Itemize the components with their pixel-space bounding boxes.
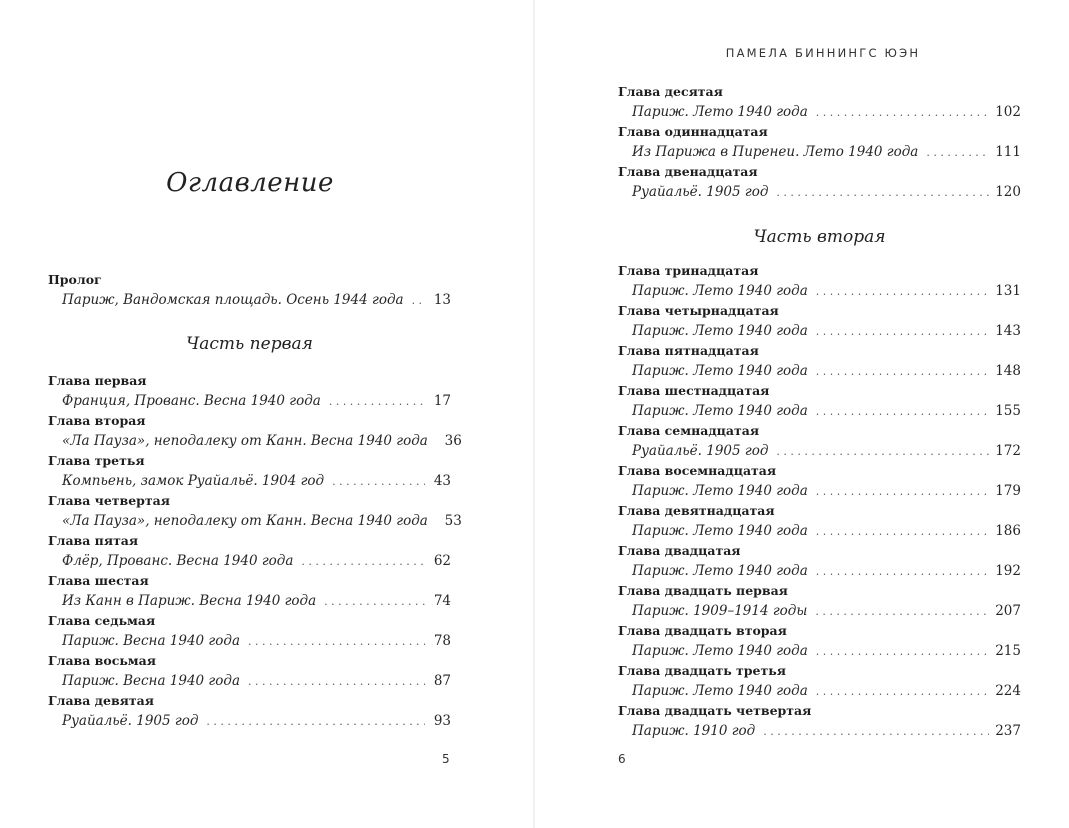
part-two-list [618,261,1021,741]
chapter-subtitle-line [48,511,462,531]
dot-leader [763,722,989,742]
toc-entry[interactable] [48,491,462,531]
page-number: 36 [444,433,462,449]
page-number: 215 [995,643,1021,659]
page-number: 43 [433,473,451,489]
chapter-title: Пролог [48,272,102,287]
chapter-title: Глава третья [48,453,145,468]
dot-leader [301,552,425,572]
part-one-continued-list [618,82,1021,202]
chapter-subtitle: Париж. Лето 1940 года [632,523,808,539]
chapter-subtitle: Париж. Лето 1940 года [632,283,808,299]
chapter-subtitle: Париж. Лето 1940 года [632,563,808,579]
chapter-subtitle: Компьень, замок Руайальё. 1904 год [62,473,325,489]
chapter-subtitle-line [48,711,451,731]
chapter-subtitle-line [618,721,1021,741]
dot-leader [329,392,425,412]
toc-entry[interactable] [618,421,1021,461]
chapter-subtitle-line [48,671,451,691]
toc-entry[interactable] [48,651,451,691]
prologue-block [48,270,451,310]
toc-entry[interactable] [618,341,1021,381]
page-number: 148 [995,363,1021,379]
page-number: 53 [444,513,462,529]
dot-leader [412,291,425,311]
chapter-subtitle-line [618,561,1021,581]
chapter-subtitle-line [48,290,451,310]
toc-entry[interactable] [618,661,1021,701]
chapter-subtitle: Франция, Прованс. Весна 1940 года [62,393,321,409]
chapter-title: Глава седьмая [48,613,156,628]
chapter-subtitle-line [618,102,1021,122]
dot-leader [324,592,425,612]
chapter-subtitle-line [618,401,1021,421]
toc-entry[interactable] [48,270,451,310]
chapter-title: Глава вторая [48,413,146,428]
page-number: 74 [433,593,451,609]
dot-leader [816,642,989,662]
page-number: 17 [433,393,451,409]
chapter-subtitle-line [48,431,462,451]
part-one-list [48,371,462,731]
chapter-subtitle: Париж. Лето 1940 года [632,403,808,419]
part-one-heading: Часть первая [186,334,313,354]
page-number: 186 [995,523,1021,539]
dot-leader [815,602,989,622]
toc-entry[interactable] [618,82,1021,122]
page-number: 131 [995,283,1021,299]
toc-entry[interactable] [618,501,1021,541]
chapter-subtitle: Париж. 1910 год [632,723,756,739]
toc-entry[interactable] [618,301,1021,341]
chapter-subtitle-line [618,182,1021,202]
chapter-subtitle-line [618,521,1021,541]
page-number: 93 [433,713,451,729]
dot-leader [816,362,989,382]
page-number: 155 [995,403,1021,419]
chapter-subtitle-line [618,281,1021,301]
chapter-subtitle-line [618,321,1021,341]
page-number: 143 [995,323,1021,339]
chapter-title: Глава двадцать четвертая [618,703,812,718]
page-number: 120 [995,184,1021,200]
dot-leader [816,282,989,302]
page-number: 237 [995,723,1021,739]
chapter-subtitle-line [48,391,451,411]
toc-entry[interactable] [618,381,1021,421]
chapter-subtitle-line [48,551,451,571]
dot-leader [248,672,425,692]
chapter-title: Глава восемнадцатая [618,463,777,478]
part-two-heading: Часть вторая [753,227,886,247]
dot-leader [816,402,989,422]
chapter-title: Глава двадцать первая [618,583,788,598]
toc-entry[interactable] [618,701,1021,741]
chapter-title: Глава семнадцатая [618,423,760,438]
chapter-subtitle: Париж. Весна 1940 года [62,633,240,649]
chapter-title: Глава двенадцатая [618,164,758,179]
toc-entry[interactable] [48,571,451,611]
toc-entry[interactable] [618,621,1021,661]
right-page [535,0,1069,828]
chapter-title: Глава шестая [48,573,149,588]
page-number: 224 [995,683,1021,699]
page-number: 13 [433,292,451,308]
chapter-title: Глава четвертая [48,493,170,508]
chapter-title: Глава пятнадцатая [618,343,759,358]
toc-entry[interactable] [48,371,451,411]
chapter-subtitle: Руайальё. 1905 год [632,443,769,459]
dot-leader [816,562,989,582]
page-number: 62 [433,553,451,569]
page-number: 207 [995,603,1021,619]
chapter-subtitle: Руайальё. 1905 год [632,184,769,200]
page-number: 192 [995,563,1021,579]
chapter-title: Глава двадцать третья [618,663,786,678]
page-number: 87 [433,673,451,689]
chapter-subtitle-line [618,142,1021,162]
chapter-subtitle: «Ла Пауза», неподалеку от Канн. Весна 1940 года [62,513,428,529]
dot-leader [332,472,425,492]
chapter-subtitle: Из Канн в Париж. Весна 1940 года [62,593,317,609]
toc-entry[interactable] [618,162,1021,202]
dot-leader [816,522,989,542]
chapter-subtitle: Париж. Лето 1940 года [632,363,808,379]
chapter-subtitle-line [618,481,1021,501]
page-number: 172 [995,443,1021,459]
chapter-title: Глава десятая [618,84,723,99]
toc-entry[interactable] [48,411,462,451]
chapter-title: Глава восьмая [48,653,156,668]
chapter-title: Глава четырнадцатая [618,303,779,318]
page-folio-right: 6 [618,752,626,766]
chapter-subtitle-line [618,601,1021,621]
toc-entry[interactable] [48,691,451,731]
dot-leader [206,712,425,732]
chapter-subtitle: Париж. Лето 1940 года [632,104,808,120]
chapter-subtitle: Флёр, Прованс. Весна 1940 года [62,553,294,569]
chapter-title: Глава шестнадцатая [618,383,770,398]
chapter-subtitle-line [48,471,451,491]
toc-entry[interactable] [618,261,1021,301]
dot-leader [816,682,989,702]
toc-title: Оглавление [166,168,334,198]
dot-leader [926,143,989,163]
dot-leader [776,183,989,203]
chapter-subtitle: Париж. Весна 1940 года [62,673,240,689]
chapter-subtitle-line [48,631,451,651]
dot-leader [816,103,989,123]
chapter-subtitle-line [618,681,1021,701]
chapter-subtitle: Париж, Вандомская площадь. Осень 1944 года [62,292,404,308]
chapter-subtitle-line [618,361,1021,381]
dot-leader [816,322,989,342]
toc-entry[interactable] [618,122,1021,162]
page-number: 102 [995,104,1021,120]
running-head: ПАМЕЛА БИННИНГС ЮЭН [725,46,921,60]
dot-leader [776,442,989,462]
toc-entry[interactable] [48,531,451,571]
page-folio-left: 5 [442,752,450,766]
chapter-subtitle: «Ла Пауза», неподалеку от Канн. Весна 1940 года [62,433,428,449]
chapter-subtitle-line [618,441,1021,461]
toc-entry[interactable] [618,581,1021,621]
chapter-title: Глава пятая [48,533,139,548]
chapter-subtitle: Париж. Лето 1940 года [632,323,808,339]
dot-leader [248,632,425,652]
chapter-subtitle: Париж. Лето 1940 года [632,643,808,659]
chapter-title: Глава одиннадцатая [618,124,768,139]
chapter-subtitle: Из Парижа в Пиренеи. Лето 1940 года [632,144,919,160]
toc-entry[interactable] [48,451,451,491]
chapter-subtitle: Париж. 1909–1914 годы [632,603,808,619]
left-page [0,0,534,828]
chapter-title: Глава девятая [48,693,154,708]
toc-entry[interactable] [618,461,1021,501]
chapter-title: Глава тринадцатая [618,263,759,278]
chapter-subtitle: Париж. Лето 1940 года [632,483,808,499]
chapter-title: Глава первая [48,373,147,388]
chapter-title: Глава девятнадцатая [618,503,775,518]
chapter-subtitle: Париж. Лето 1940 года [632,683,808,699]
chapter-title: Глава двадцатая [618,543,741,558]
page-number: 179 [995,483,1021,499]
chapter-subtitle-line [618,641,1021,661]
dot-leader [816,482,989,502]
chapter-title: Глава двадцать вторая [618,623,787,638]
page-number: 111 [995,144,1021,160]
chapter-subtitle-line [48,591,451,611]
toc-entry[interactable] [618,541,1021,581]
chapter-subtitle: Руайальё. 1905 год [62,713,199,729]
toc-entry[interactable] [48,611,451,651]
page-number: 78 [433,633,451,649]
